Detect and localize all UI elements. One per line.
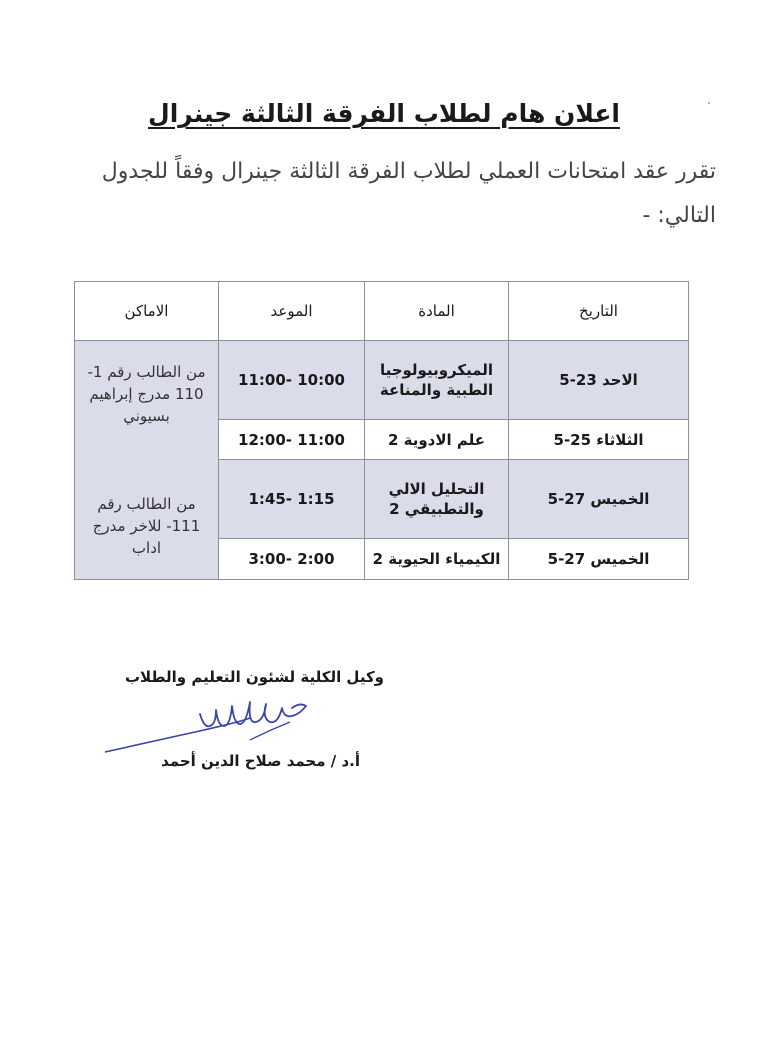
row-date: الاحد 23-5: [509, 341, 689, 420]
row-time: 1:15 -1:45: [219, 460, 365, 539]
header-time: الموعد: [219, 282, 365, 341]
place-group-2: من الطالب رقم 111- للاخر مدرج اداب: [92, 495, 201, 557]
intro-paragraph: تقرر عقد امتحانات العملي لطلاب الفرقة الثالثة جينرال وفقاً للجدول التالي: -: [101, 159, 716, 228]
header-place: الاماكن: [75, 282, 219, 341]
row-subject: التحليل الالي والتطبيقي 2: [365, 460, 509, 539]
row-subject: علم الادوية 2: [365, 420, 509, 460]
row-date: الخميس 27-5: [509, 539, 689, 580]
row-time: 11:00 -12:00: [219, 420, 365, 460]
exam-schedule-table: [74, 281, 689, 580]
row-date: الثلاثاء 25-5: [509, 420, 689, 460]
signer-title: وكيل الكلية لشئون التعليم والطلاب: [124, 668, 384, 686]
table-row: [75, 341, 689, 420]
header-subject: المادة: [365, 282, 509, 341]
signer-name: أ.د / محمد صلاح الدين أحمد: [161, 752, 360, 770]
table-header-row: [75, 282, 689, 341]
header-date: التاريخ: [509, 282, 689, 341]
place-group-1: من الطالب رقم 1-110 مدرج إبراهيم بسيوني: [87, 363, 206, 425]
row-subject: الميكروبيولوجيا الطبية والمناعة: [365, 341, 509, 420]
row-subject: الكيمياء الحيوية 2: [365, 539, 509, 580]
places-cell: [75, 341, 219, 580]
row-date: الخميس 27-5: [509, 460, 689, 539]
announcement-title: اعلان هام لطلاب الفرقة الثالثة جينرال: [148, 99, 620, 128]
row-time: 2:00 -3:00: [219, 539, 365, 580]
row-time: 10:00 -11:00: [219, 341, 365, 420]
